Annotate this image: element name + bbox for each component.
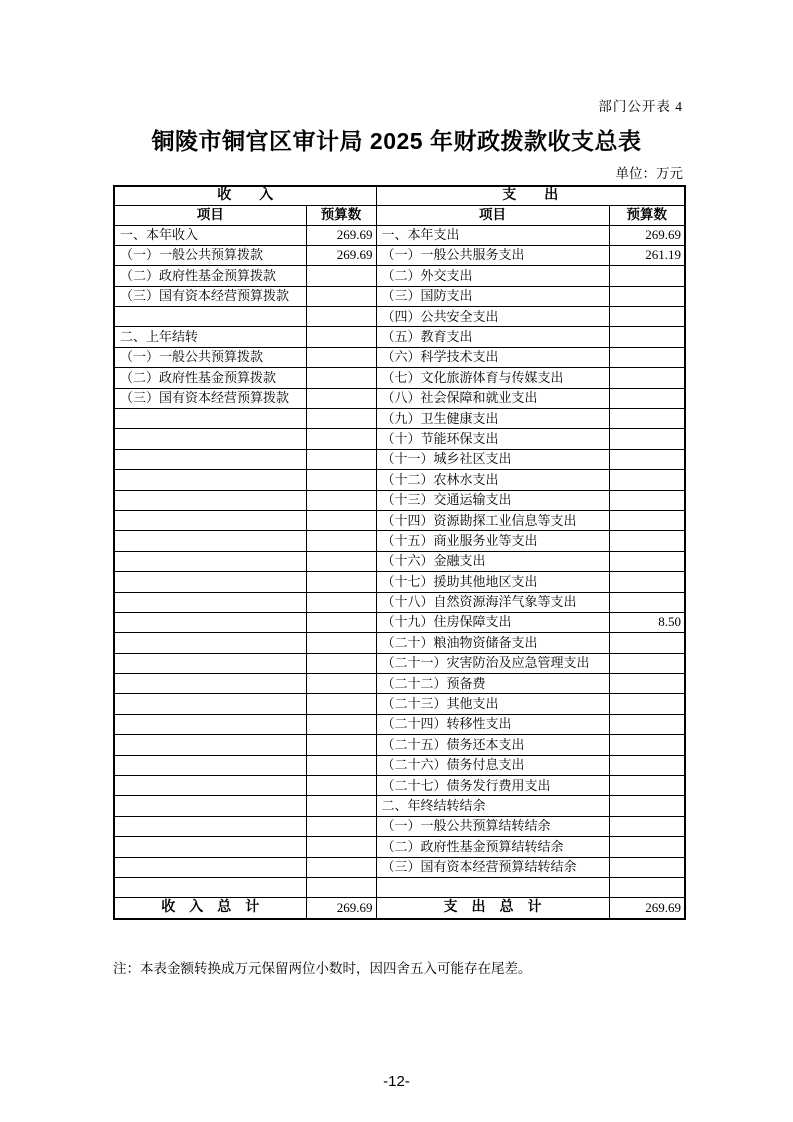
expense-item-cell: 一、本年支出 <box>376 225 609 245</box>
income-budget-cell <box>306 286 376 306</box>
income-budget-cell <box>306 816 376 836</box>
income-item-cell <box>114 776 306 796</box>
income-item-cell <box>114 551 306 571</box>
table-row <box>114 510 685 530</box>
income-item-column-header: 项目 <box>114 205 306 225</box>
income-budget-cell <box>306 633 376 653</box>
expense-budget-cell <box>609 429 685 449</box>
table-row <box>114 694 685 714</box>
income-item-cell <box>114 633 306 653</box>
income-budget-cell <box>306 388 376 408</box>
expense-item-cell: （二十四）转移性支出 <box>376 714 609 734</box>
table-row <box>114 368 685 388</box>
expense-item-cell: （九）卫生健康支出 <box>376 409 609 429</box>
table-row <box>114 245 685 265</box>
expense-budget-cell <box>609 796 685 816</box>
expense-item-cell: （五）教育支出 <box>376 327 609 347</box>
table-row <box>114 286 685 306</box>
income-budget-cell <box>306 470 376 490</box>
unit-label: 单位：万元 <box>615 166 683 181</box>
table-row <box>114 633 685 653</box>
income-budget-cell <box>306 429 376 449</box>
income-budget-cell <box>306 612 376 632</box>
expense-item-cell: （十八）自然资源海洋气象等支出 <box>376 592 609 612</box>
income-budget-cell <box>306 266 376 286</box>
income-item-cell <box>114 878 306 898</box>
expense-item-cell: （十七）援助其他地区支出 <box>376 572 609 592</box>
expense-item-cell: （二十二）预备费 <box>376 674 609 694</box>
table-row <box>114 531 685 551</box>
income-budget-cell <box>306 551 376 571</box>
income-total-value: 269.69 <box>306 898 376 919</box>
income-item-cell <box>114 714 306 734</box>
page-title: 铜陵市铜官区审计局 2025 年财政拨款收支总表 <box>151 128 642 154</box>
expense-budget-cell <box>609 714 685 734</box>
income-item-cell <box>114 409 306 429</box>
table-row <box>114 551 685 571</box>
expense-item-cell: （一）一般公共服务支出 <box>376 245 609 265</box>
income-item-cell <box>114 857 306 877</box>
expense-item-cell: （四）公共安全支出 <box>376 307 609 327</box>
table-row <box>114 612 685 632</box>
expense-item-cell: （二十一）灾害防治及应急管理支出 <box>376 653 609 673</box>
income-item-cell <box>114 612 306 632</box>
footnote: 注：本表金额转换成万元保留两位小数时，因四舍五入可能存在尾差。 <box>113 961 532 976</box>
income-item-cell <box>114 755 306 775</box>
expense-budget-cell <box>609 837 685 857</box>
expense-item-cell: （七）文化旅游体育与传媒支出 <box>376 368 609 388</box>
expense-budget-column-header: 预算数 <box>609 205 685 225</box>
income-item-cell <box>114 470 306 490</box>
income-item-cell <box>114 429 306 449</box>
expense-item-cell: （二十五）债务还本支出 <box>376 735 609 755</box>
table-row <box>114 490 685 510</box>
table-footer <box>114 898 685 919</box>
expenditure-section-header: 支 出 <box>376 186 685 205</box>
income-budget-cell <box>306 449 376 469</box>
expense-item-cell: （十二）农林水支出 <box>376 470 609 490</box>
income-budget-column-header: 预算数 <box>306 205 376 225</box>
expense-item-cell: （一）一般公共预算结转结余 <box>376 816 609 836</box>
income-item-cell: （一）一般公共预算拨款 <box>114 347 306 367</box>
table-row <box>114 572 685 592</box>
income-budget-cell <box>306 857 376 877</box>
table-row <box>114 307 685 327</box>
expense-budget-cell <box>609 449 685 469</box>
income-item-cell <box>114 592 306 612</box>
income-budget-cell <box>306 878 376 898</box>
expense-item-cell: （三）国防支出 <box>376 286 609 306</box>
expense-budget-cell <box>609 490 685 510</box>
expense-budget-cell <box>609 572 685 592</box>
expense-item-cell: （二）政府性基金预算结转结余 <box>376 837 609 857</box>
total-row <box>114 898 685 919</box>
income-item-cell <box>114 735 306 755</box>
page-number: -12- <box>383 1073 410 1090</box>
income-item-cell <box>114 694 306 714</box>
table-row <box>114 653 685 673</box>
section-header-row <box>114 186 685 205</box>
expense-budget-cell <box>609 592 685 612</box>
income-budget-cell <box>306 653 376 673</box>
table-row <box>114 816 685 836</box>
table-row <box>114 388 685 408</box>
income-item-cell <box>114 837 306 857</box>
budget-table <box>113 185 686 920</box>
expense-item-cell: （二十六）债务付息支出 <box>376 755 609 775</box>
income-budget-cell <box>306 490 376 510</box>
income-budget-cell <box>306 796 376 816</box>
income-item-cell <box>114 307 306 327</box>
expense-budget-cell <box>609 266 685 286</box>
expense-budget-cell <box>609 878 685 898</box>
expense-budget-cell <box>609 551 685 571</box>
income-budget-cell <box>306 409 376 429</box>
expense-item-cell: （二十七）债务发行费用支出 <box>376 776 609 796</box>
expense-item-cell: （六）科学技术支出 <box>376 347 609 367</box>
table-row <box>114 347 685 367</box>
table-row <box>114 714 685 734</box>
expense-item-cell: （十四）资源勘探工业信息等支出 <box>376 510 609 530</box>
expense-item-cell: （二十）粮油物资储备支出 <box>376 633 609 653</box>
expense-budget-cell <box>609 857 685 877</box>
table-row <box>114 878 685 898</box>
expense-item-cell: （二十三）其他支出 <box>376 694 609 714</box>
income-budget-cell: 269.69 <box>306 245 376 265</box>
expense-budget-cell <box>609 368 685 388</box>
doc-index-label: 部门公开表 4 <box>598 99 683 114</box>
table-row <box>114 470 685 490</box>
income-item-cell: 二、上年结转 <box>114 327 306 347</box>
income-budget-cell: 269.69 <box>306 225 376 245</box>
income-budget-cell <box>306 531 376 551</box>
table-row <box>114 755 685 775</box>
table-row <box>114 837 685 857</box>
expense-budget-cell <box>609 286 685 306</box>
expense-item-cell: （十三）交通运输支出 <box>376 490 609 510</box>
income-budget-cell <box>306 674 376 694</box>
expense-budget-cell: 8.50 <box>609 612 685 632</box>
expense-item-cell: （八）社会保障和就业支出 <box>376 388 609 408</box>
income-item-cell: （一）一般公共预算拨款 <box>114 245 306 265</box>
income-item-cell <box>114 653 306 673</box>
expense-total-label: 支 出 总 计 <box>376 898 609 919</box>
table-row <box>114 776 685 796</box>
income-item-cell: （二）政府性基金预算拨款 <box>114 266 306 286</box>
expense-budget-cell <box>609 653 685 673</box>
expense-budget-cell <box>609 816 685 836</box>
table-row <box>114 796 685 816</box>
income-item-cell <box>114 510 306 530</box>
expense-budget-cell <box>609 470 685 490</box>
table-row <box>114 327 685 347</box>
income-item-cell <box>114 449 306 469</box>
income-item-cell <box>114 490 306 510</box>
expense-budget-cell <box>609 694 685 714</box>
expense-budget-cell <box>609 510 685 530</box>
expense-item-cell: （十）节能环保支出 <box>376 429 609 449</box>
expense-budget-cell <box>609 531 685 551</box>
expense-budget-cell: 269.69 <box>609 225 685 245</box>
income-section-header: 收 入 <box>114 186 376 205</box>
income-budget-cell <box>306 592 376 612</box>
income-item-cell: （二）政府性基金预算拨款 <box>114 368 306 388</box>
table-row <box>114 429 685 449</box>
expense-budget-cell <box>609 735 685 755</box>
expense-budget-cell <box>609 327 685 347</box>
expense-item-cell <box>376 878 609 898</box>
expense-budget-cell <box>609 674 685 694</box>
income-budget-cell <box>306 694 376 714</box>
table-header <box>114 186 685 225</box>
expense-item-cell: 二、年终结转结余 <box>376 796 609 816</box>
income-budget-cell <box>306 368 376 388</box>
expense-budget-cell <box>609 307 685 327</box>
expense-item-cell: （十一）城乡社区支出 <box>376 449 609 469</box>
income-item-cell <box>114 572 306 592</box>
expense-item-cell: （十九）住房保障支出 <box>376 612 609 632</box>
income-budget-cell <box>306 307 376 327</box>
table-row <box>114 857 685 877</box>
expense-budget-cell <box>609 755 685 775</box>
expense-budget-cell <box>609 388 685 408</box>
table-row <box>114 409 685 429</box>
income-item-cell <box>114 531 306 551</box>
table-body <box>114 225 685 898</box>
table-row <box>114 449 685 469</box>
expense-total-value: 269.69 <box>609 898 685 919</box>
column-header-row <box>114 205 685 225</box>
table-row <box>114 735 685 755</box>
expense-item-cell: （十五）商业服务业等支出 <box>376 531 609 551</box>
expense-item-cell: （十六）金融支出 <box>376 551 609 571</box>
table-row <box>114 266 685 286</box>
table-row <box>114 674 685 694</box>
table-row <box>114 225 685 245</box>
income-total-label: 收 入 总 计 <box>114 898 306 919</box>
expense-budget-cell <box>609 409 685 429</box>
income-budget-cell <box>306 735 376 755</box>
expense-item-column-header: 项目 <box>376 205 609 225</box>
expense-budget-cell <box>609 776 685 796</box>
expense-item-cell: （三）国有资本经营预算结转结余 <box>376 857 609 877</box>
expense-budget-cell: 261.19 <box>609 245 685 265</box>
expense-budget-cell <box>609 633 685 653</box>
income-item-cell <box>114 796 306 816</box>
income-budget-cell <box>306 837 376 857</box>
income-budget-cell <box>306 776 376 796</box>
income-item-cell <box>114 816 306 836</box>
income-item-cell <box>114 674 306 694</box>
income-budget-cell <box>306 347 376 367</box>
income-item-cell: （三）国有资本经营预算拨款 <box>114 286 306 306</box>
expense-item-cell: （二）外交支出 <box>376 266 609 286</box>
table-row <box>114 592 685 612</box>
expense-budget-cell <box>609 347 685 367</box>
income-budget-cell <box>306 327 376 347</box>
income-budget-cell <box>306 510 376 530</box>
income-item-cell: （三）国有资本经营预算拨款 <box>114 388 306 408</box>
income-item-cell: 一、本年收入 <box>114 225 306 245</box>
income-budget-cell <box>306 572 376 592</box>
income-budget-cell <box>306 714 376 734</box>
income-budget-cell <box>306 755 376 775</box>
